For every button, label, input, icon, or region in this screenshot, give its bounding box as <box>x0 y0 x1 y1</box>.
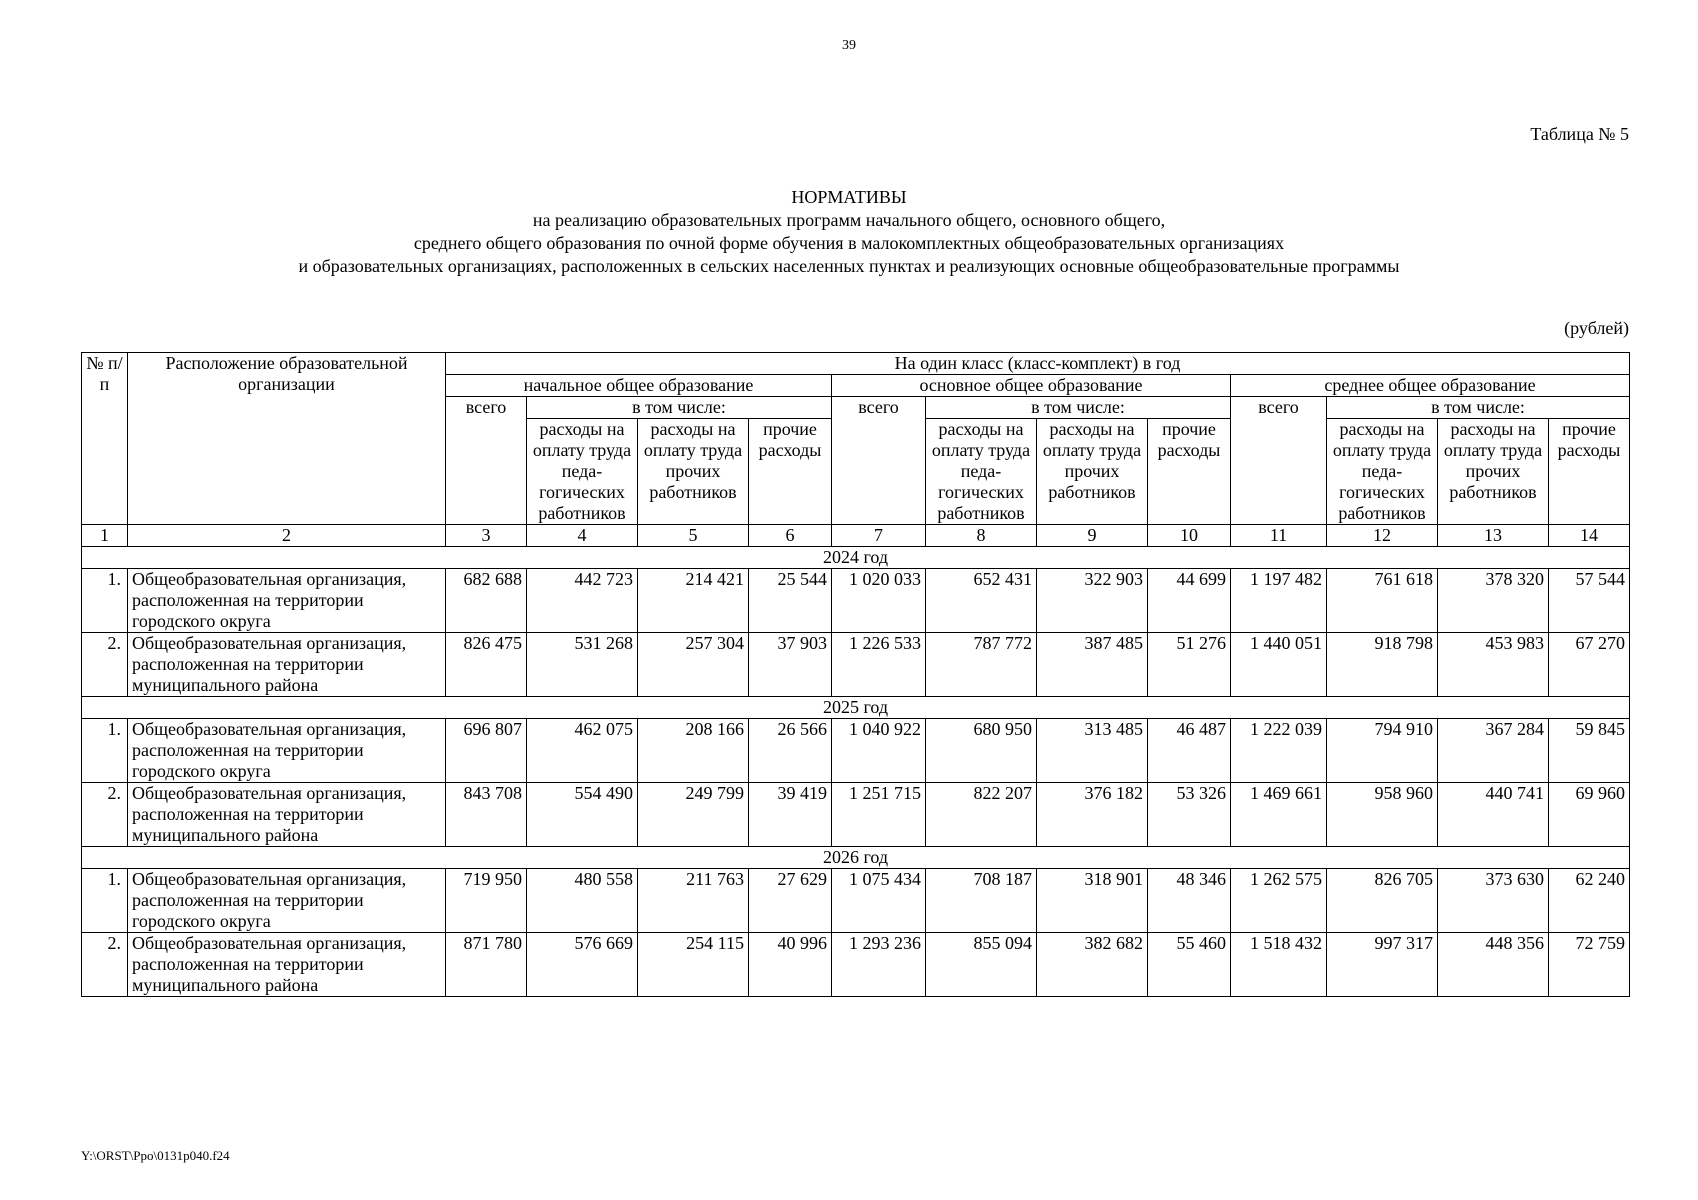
row-value: 59 845 <box>1549 719 1630 783</box>
header-including: в том числе: <box>527 397 832 419</box>
header-other-pay: расходы на оплату труда прочих работников <box>1037 419 1148 525</box>
row-value: 37 903 <box>749 633 832 697</box>
column-number: 1 <box>82 525 128 547</box>
year-label: 2026 год <box>82 847 1630 869</box>
header-other-expenses: прочие расходы <box>1148 419 1231 525</box>
column-number: 8 <box>926 525 1037 547</box>
header-level-secondary: среднее общее образование <box>1231 375 1630 397</box>
row-value: 382 682 <box>1037 933 1148 997</box>
column-number: 2 <box>128 525 446 547</box>
row-value: 787 772 <box>926 633 1037 697</box>
header-per-class: На один класс (класс-комплект) в год <box>446 353 1630 375</box>
table-label: Таблица № 5 <box>1530 124 1629 144</box>
title-main: НОРМАТИВЫ <box>791 187 907 207</box>
row-value: 794 910 <box>1327 719 1438 783</box>
row-value: 719 950 <box>446 869 527 933</box>
row-value: 367 284 <box>1438 719 1549 783</box>
row-value: 211 763 <box>638 869 749 933</box>
column-number: 12 <box>1327 525 1438 547</box>
row-value: 53 326 <box>1148 783 1231 847</box>
row-value: 708 187 <box>926 869 1037 933</box>
row-location: Общеобразовательная организация, расположенная на территории муниципального района <box>128 633 446 697</box>
row-value: 682 688 <box>446 569 527 633</box>
row-value: 843 708 <box>446 783 527 847</box>
row-value: 1 469 661 <box>1231 783 1327 847</box>
row-value: 462 075 <box>527 719 638 783</box>
row-number: 1. <box>82 869 128 933</box>
table-header <box>82 353 1630 547</box>
year-label: 2024 год <box>82 547 1630 569</box>
title-line-1: на реализацию образовательных программ начального общего, основного общего, <box>532 210 1166 230</box>
row-value: 46 487 <box>1148 719 1231 783</box>
row-value: 67 270 <box>1549 633 1630 697</box>
row-location: Общеобразовательная организация, расположенная на территории городского округа <box>128 869 446 933</box>
row-value: 958 960 <box>1327 783 1438 847</box>
row-value: 1 226 533 <box>832 633 926 697</box>
table-row <box>82 783 1630 847</box>
row-value: 39 419 <box>749 783 832 847</box>
year-label: 2025 год <box>82 697 1630 719</box>
table-body <box>82 547 1630 997</box>
column-number: 3 <box>446 525 527 547</box>
header-total: всего <box>832 397 926 525</box>
row-value: 69 960 <box>1549 783 1630 847</box>
row-number: 2. <box>82 933 128 997</box>
header-number: № п/п <box>82 353 128 525</box>
row-value: 249 799 <box>638 783 749 847</box>
header-total: всего <box>1231 397 1327 525</box>
row-number: 2. <box>82 633 128 697</box>
row-value: 680 950 <box>926 719 1037 783</box>
header-teacher-pay: расходы на оплату труда педагогических работников <box>527 419 638 525</box>
row-value: 453 983 <box>1438 633 1549 697</box>
row-value: 871 780 <box>446 933 527 997</box>
row-value: 696 807 <box>446 719 527 783</box>
column-number: 7 <box>832 525 926 547</box>
row-value: 376 182 <box>1037 783 1148 847</box>
row-location: Общеобразовательная организация, расположенная на территории городского округа <box>128 569 446 633</box>
row-value: 554 490 <box>527 783 638 847</box>
header-level-primary: начальное общее образование <box>446 375 832 397</box>
header-other-expenses: прочие расходы <box>1549 419 1630 525</box>
units-label: (рублей) <box>1564 318 1629 338</box>
table-row <box>82 869 1630 933</box>
row-value: 1 197 482 <box>1231 569 1327 633</box>
row-value: 27 629 <box>749 869 832 933</box>
row-location: Общеобразовательная организация, расположенная на территории муниципального района <box>128 933 446 997</box>
row-value: 318 901 <box>1037 869 1148 933</box>
header-including: в том числе: <box>1327 397 1630 419</box>
column-number: 11 <box>1231 525 1327 547</box>
row-value: 855 094 <box>926 933 1037 997</box>
row-value: 826 475 <box>446 633 527 697</box>
row-value: 313 485 <box>1037 719 1148 783</box>
column-number: 10 <box>1148 525 1231 547</box>
row-location: Общеобразовательная организация, расположенная на территории городского округа <box>128 719 446 783</box>
column-number: 14 <box>1549 525 1630 547</box>
row-value: 1 222 039 <box>1231 719 1327 783</box>
row-value: 1 518 432 <box>1231 933 1327 997</box>
row-value: 214 421 <box>638 569 749 633</box>
header-other-pay: расходы на оплату труда прочих работников <box>1438 419 1549 525</box>
header-level-basic: основное общее образование <box>832 375 1231 397</box>
row-value: 72 759 <box>1549 933 1630 997</box>
row-value: 576 669 <box>527 933 638 997</box>
column-number: 13 <box>1438 525 1549 547</box>
row-value: 1 075 434 <box>832 869 926 933</box>
row-value: 531 268 <box>527 633 638 697</box>
row-value: 822 207 <box>926 783 1037 847</box>
row-value: 25 544 <box>749 569 832 633</box>
row-value: 440 741 <box>1438 783 1549 847</box>
row-number: 1. <box>82 719 128 783</box>
header-including: в том числе: <box>926 397 1231 419</box>
row-value: 378 320 <box>1438 569 1549 633</box>
table-row <box>82 633 1630 697</box>
year-row <box>82 547 1630 569</box>
row-location: Общеобразовательная организация, расположенная на территории муниципального района <box>128 783 446 847</box>
row-value: 1 262 575 <box>1231 869 1327 933</box>
row-value: 254 115 <box>638 933 749 997</box>
row-value: 57 544 <box>1549 569 1630 633</box>
column-number-row <box>82 525 1630 547</box>
year-row <box>82 847 1630 869</box>
table-row <box>82 569 1630 633</box>
header-teacher-pay: расходы на оплату труда педагогических работников <box>1327 419 1438 525</box>
row-number: 2. <box>82 783 128 847</box>
row-value: 208 166 <box>638 719 749 783</box>
row-value: 257 304 <box>638 633 749 697</box>
row-value: 26 566 <box>749 719 832 783</box>
row-value: 322 903 <box>1037 569 1148 633</box>
row-value: 1 440 051 <box>1231 633 1327 697</box>
year-row <box>82 697 1630 719</box>
row-value: 62 240 <box>1549 869 1630 933</box>
title-block <box>0 186 1698 278</box>
row-value: 1 020 033 <box>832 569 926 633</box>
title-line-2: среднего общего образования по очной форме обучения в малокомплектных общеобразовательных организациях <box>413 233 1285 253</box>
row-value: 652 431 <box>926 569 1037 633</box>
table-row <box>82 719 1630 783</box>
row-value: 55 460 <box>1148 933 1231 997</box>
row-value: 1 040 922 <box>832 719 926 783</box>
row-value: 40 996 <box>749 933 832 997</box>
row-value: 1 293 236 <box>832 933 926 997</box>
header-total: всего <box>446 397 527 525</box>
row-value: 826 705 <box>1327 869 1438 933</box>
header-other-expenses: прочие расходы <box>749 419 832 525</box>
row-value: 51 276 <box>1148 633 1231 697</box>
column-number: 6 <box>749 525 832 547</box>
row-value: 997 317 <box>1327 933 1438 997</box>
column-number: 5 <box>638 525 749 547</box>
column-number: 9 <box>1037 525 1148 547</box>
row-value: 761 618 <box>1327 569 1438 633</box>
file-path-footer: Y:\ORST\Ppo\0131p040.f24 <box>81 1148 230 1163</box>
column-number: 4 <box>527 525 638 547</box>
row-value: 480 558 <box>527 869 638 933</box>
row-value: 448 356 <box>1438 933 1549 997</box>
row-number: 1. <box>82 569 128 633</box>
header-other-pay: расходы на оплату труда прочих работников <box>638 419 749 525</box>
page-number: 39 <box>842 38 856 53</box>
row-value: 48 346 <box>1148 869 1231 933</box>
header-teacher-pay: расходы на оплату труда педагогических работников <box>926 419 1037 525</box>
row-value: 387 485 <box>1037 633 1148 697</box>
norms-table <box>81 352 1630 997</box>
row-value: 442 723 <box>527 569 638 633</box>
row-value: 44 699 <box>1148 569 1231 633</box>
row-value: 918 798 <box>1327 633 1438 697</box>
header-location: Расположение образовательной организации <box>128 353 446 525</box>
row-value: 1 251 715 <box>832 783 926 847</box>
row-value: 373 630 <box>1438 869 1549 933</box>
table-row <box>82 933 1630 997</box>
title-line-3: и образовательных организациях, расположенных в сельских населенных пунктах и реализующих основные общеобразовательные программы <box>298 256 1400 276</box>
